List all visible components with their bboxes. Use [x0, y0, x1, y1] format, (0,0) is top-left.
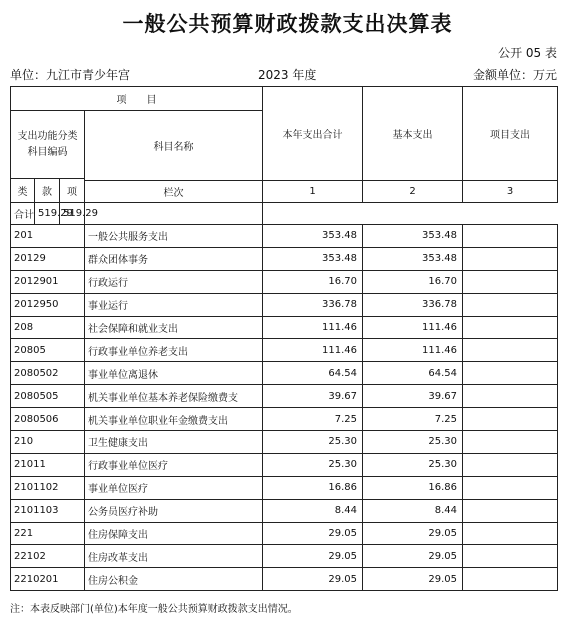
- row-project: [463, 476, 558, 499]
- row-name: 事业单位医疗: [85, 476, 263, 499]
- row-total: 16.86: [263, 476, 363, 499]
- row-total: 111.46: [263, 316, 363, 339]
- row-basic: 64.54: [363, 362, 463, 385]
- header-code: [11, 111, 85, 179]
- col-num-1: 1: [263, 181, 363, 203]
- summary-total: 519.29: [35, 203, 60, 225]
- row-project: [463, 339, 558, 362]
- row-project: [463, 293, 558, 316]
- table-row: [11, 568, 558, 591]
- lanci-row: [11, 181, 558, 203]
- table-row: [11, 476, 558, 499]
- table-row: [11, 293, 558, 316]
- row-total: 29.05: [263, 522, 363, 545]
- row-code: 20805: [11, 339, 85, 362]
- row-basic: 336.78: [363, 293, 463, 316]
- table-row: [11, 545, 558, 568]
- row-basic: 353.48: [363, 247, 463, 270]
- row-basic: 353.48: [363, 225, 463, 248]
- row-basic: 29.05: [363, 522, 463, 545]
- row-code: 2080505: [11, 385, 85, 408]
- table-number: 公开 05 表: [498, 46, 557, 60]
- table-body: [11, 225, 558, 591]
- row-code: 201: [11, 225, 85, 248]
- row-basic: 16.86: [363, 476, 463, 499]
- row-total: 25.30: [263, 431, 363, 454]
- row-total: 111.46: [263, 339, 363, 362]
- unit-label: 单位：九江市青少年宫: [10, 68, 131, 82]
- table-row: [11, 225, 558, 248]
- row-name: 行政运行: [85, 270, 263, 293]
- row-total: 353.48: [263, 225, 363, 248]
- row-basic: 16.70: [363, 270, 463, 293]
- row-total: 7.25: [263, 408, 363, 431]
- lanci-label: 栏次: [85, 181, 263, 203]
- row-total: 336.78: [263, 293, 363, 316]
- footnote: 注：本表反映部门(单位)本年度一般公共预算财政拨款支出情况。: [10, 604, 298, 615]
- row-total: 16.70: [263, 270, 363, 293]
- row-project: [463, 431, 558, 454]
- row-basic: 39.67: [363, 385, 463, 408]
- expenditure-table: [10, 86, 558, 591]
- row-code: 208: [11, 316, 85, 339]
- header-item: 项 目: [11, 87, 263, 111]
- row-total: 39.67: [263, 385, 363, 408]
- table-row: [11, 385, 558, 408]
- table-row: [11, 431, 558, 454]
- row-basic: 111.46: [363, 316, 463, 339]
- header-xiang: 项: [60, 179, 85, 203]
- table-row: [11, 247, 558, 270]
- row-basic: 29.05: [363, 568, 463, 591]
- row-project: [463, 568, 558, 591]
- header-basic: 基本支出: [363, 87, 463, 181]
- row-basic: 111.46: [363, 339, 463, 362]
- row-project: [463, 499, 558, 522]
- table-row: [11, 522, 558, 545]
- summary-project: [85, 203, 263, 225]
- row-name: 群众团体事务: [85, 247, 263, 270]
- row-total: 25.30: [263, 453, 363, 476]
- summary-basic: 519.29: [60, 203, 85, 225]
- row-project: [463, 522, 558, 545]
- row-code: 2080506: [11, 408, 85, 431]
- header-code-line2: 科目编码: [27, 146, 68, 158]
- row-project: [463, 270, 558, 293]
- row-name: 行政事业单位医疗: [85, 453, 263, 476]
- row-name: 一般公共服务支出: [85, 225, 263, 248]
- row-basic: 25.30: [363, 453, 463, 476]
- table-row: [11, 408, 558, 431]
- row-basic: 25.30: [363, 431, 463, 454]
- row-code: 2012901: [11, 270, 85, 293]
- row-code: 22102: [11, 545, 85, 568]
- row-project: [463, 362, 558, 385]
- row-code: 20129: [11, 247, 85, 270]
- row-total: 353.48: [263, 247, 363, 270]
- row-total: 29.05: [263, 568, 363, 591]
- header-lei: 类: [11, 179, 35, 203]
- table-row: [11, 499, 558, 522]
- row-name: 机关事业单位基本养老保险缴费支: [85, 385, 263, 408]
- table-row: [11, 339, 558, 362]
- row-project: [463, 545, 558, 568]
- row-total: 64.54: [263, 362, 363, 385]
- header-total: 本年支出合计: [263, 87, 363, 181]
- row-code: 210: [11, 431, 85, 454]
- row-basic: 8.44: [363, 499, 463, 522]
- row-project: [463, 453, 558, 476]
- row-name: 行政事业单位养老支出: [85, 339, 263, 362]
- row-code: 2210201: [11, 568, 85, 591]
- table-row: [11, 316, 558, 339]
- row-basic: 29.05: [363, 545, 463, 568]
- report-title: 一般公共预算财政拨款支出决算表: [122, 12, 453, 36]
- col-num-3: 3: [463, 181, 558, 203]
- row-name: 住房公积金: [85, 568, 263, 591]
- row-code: 2012950: [11, 293, 85, 316]
- table-row: [11, 453, 558, 476]
- row-total: 29.05: [263, 545, 363, 568]
- row-code: 21011: [11, 453, 85, 476]
- row-code: 2101102: [11, 476, 85, 499]
- row-code: 2080502: [11, 362, 85, 385]
- summary-row: [11, 203, 558, 225]
- row-basic: 7.25: [363, 408, 463, 431]
- header-project: 项目支出: [463, 87, 558, 181]
- row-project: [463, 225, 558, 248]
- row-project: [463, 316, 558, 339]
- header-row-1: [11, 87, 558, 111]
- table-row: [11, 270, 558, 293]
- row-name: 公务员医疗补助: [85, 499, 263, 522]
- row-code: 2101103: [11, 499, 85, 522]
- row-name: 事业运行: [85, 293, 263, 316]
- row-name: 社会保障和就业支出: [85, 316, 263, 339]
- row-name: 事业单位离退休: [85, 362, 263, 385]
- col-num-2: 2: [363, 181, 463, 203]
- row-total: 8.44: [263, 499, 363, 522]
- row-code: 221: [11, 522, 85, 545]
- year-label: 2023 年度: [258, 68, 317, 82]
- header-kuan: 款: [35, 179, 60, 203]
- row-name: 机关事业单位职业年金缴费支出: [85, 408, 263, 431]
- header-code-line1: 支出功能分类: [17, 130, 78, 142]
- row-project: [463, 247, 558, 270]
- row-name: 卫生健康支出: [85, 431, 263, 454]
- summary-label: 合计: [11, 203, 35, 225]
- row-name: 住房改革支出: [85, 545, 263, 568]
- table-row: [11, 362, 558, 385]
- money-unit-label: 金额单位：万元: [472, 68, 557, 82]
- row-project: [463, 385, 558, 408]
- row-name: 住房保障支出: [85, 522, 263, 545]
- row-project: [463, 408, 558, 431]
- header-name: 科目名称: [85, 111, 263, 181]
